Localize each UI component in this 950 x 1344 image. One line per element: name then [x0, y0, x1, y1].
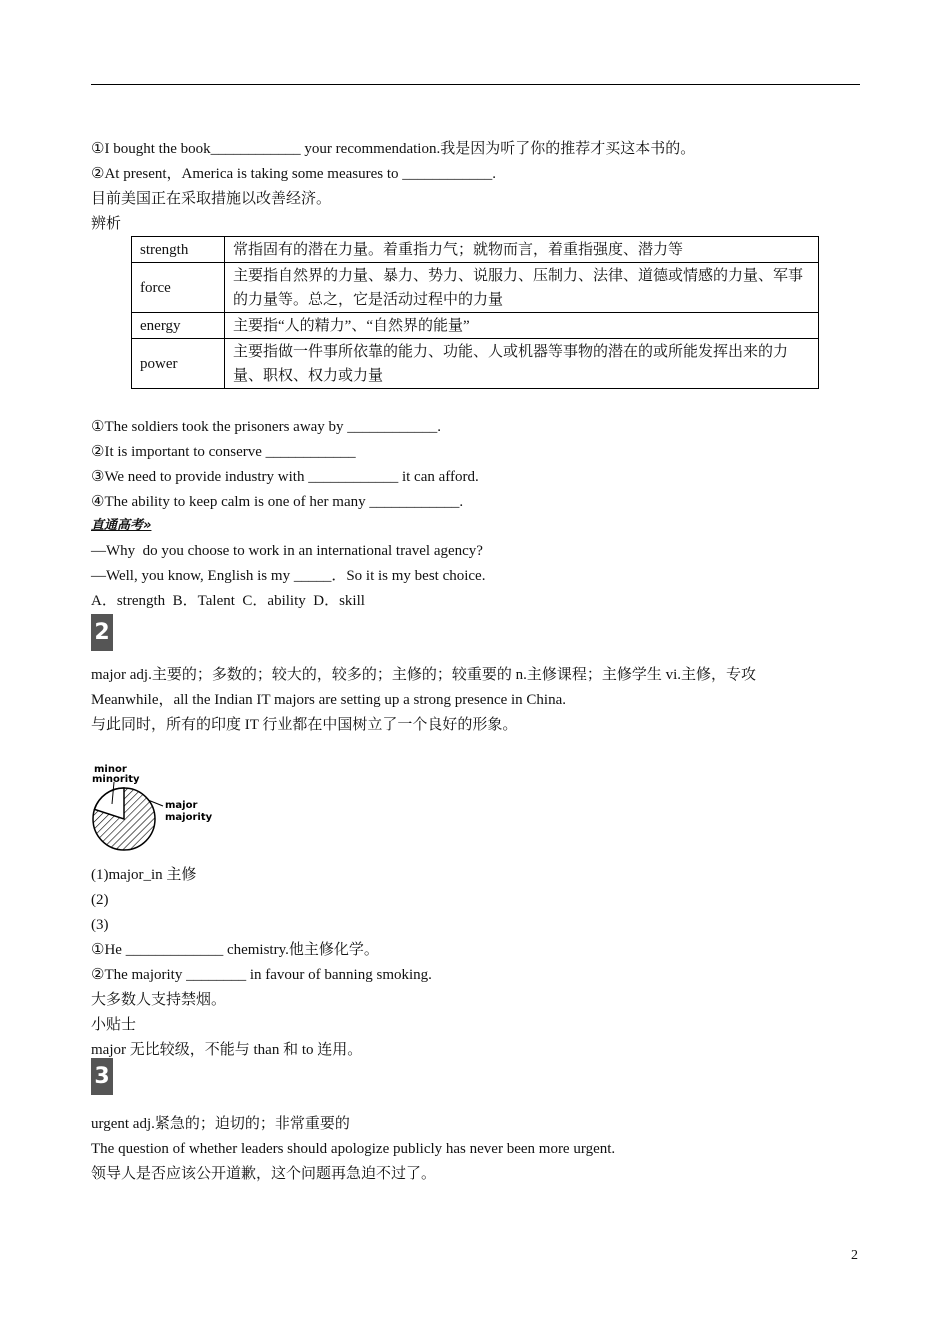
- table-term: energy: [132, 313, 225, 339]
- label-major: major: [165, 800, 198, 811]
- table-desc: 主要指做一件事所依靠的能力、功能、人或机器等事物的潜在的或所能发挥出来的力量、职权、权力或力量: [225, 339, 819, 389]
- table-desc: 主要指自然界的力量、暴力、势力、说服力、压制力、法律、道德或情感的力量、军事的力量等。总之，它是活动过程中的力量: [225, 263, 819, 313]
- exercise-line: ④The ability to keep calm is one of her many ____________.: [91, 494, 464, 510]
- exercise-line: ②It is important to conserve ____________: [91, 444, 356, 460]
- table-term: force: [132, 263, 225, 313]
- translation-line: 大多数人支持禁烟。: [91, 992, 227, 1008]
- exercise-line: ②The majority ________ in favour of banning smoking.: [91, 967, 432, 983]
- section-number-badge: 3: [91, 1058, 113, 1095]
- table-desc: 常指固有的潜在力量。着重指力气；就物而言，着重指强度、潜力等: [225, 237, 819, 263]
- page-number: 2: [851, 1248, 858, 1263]
- exercise-line: ③We need to provide industry with ____________ it can afford.: [91, 469, 479, 485]
- label-minor: minor: [94, 764, 127, 775]
- example-line: The question of whether leaders should apologize publicly has never been more urgent.: [91, 1141, 616, 1157]
- exam-heading: 直通高考»: [91, 518, 152, 533]
- label-majority: majority: [165, 812, 213, 823]
- example-line: Meanwhile，all the Indian IT majors are setting up a strong presence in China.: [91, 692, 567, 708]
- question-line: —Why do you choose to work in an international travel agency?: [91, 543, 483, 559]
- translation-line: 目前美国正在采取措施以改善经济。: [91, 191, 332, 207]
- usage-line: (2): [91, 892, 109, 908]
- section-number-badge: 2: [91, 614, 113, 651]
- exercise-line: ①He _____________ chemistry.他主修化学。: [91, 942, 379, 958]
- header-rule: [91, 84, 860, 85]
- exercise-line: ①I bought the book____________ your recommendation.我是因为听了你的推荐才买这本书的。: [91, 141, 696, 157]
- table-row: [132, 263, 819, 313]
- translation-line: 与此同时，所有的印度 IT 行业都在中国树立了一个良好的形象。: [91, 717, 518, 733]
- usage-line: (1)major_in 主修: [91, 867, 197, 883]
- section-label: 辨析: [91, 216, 122, 232]
- definition-line: urgent adj.紧急的；迫切的；非常重要的: [91, 1116, 350, 1132]
- exercise-line: ①The soldiers took the prisoners away by ____________.: [91, 419, 442, 435]
- exercise-line: ②At present，America is taking some measures to ____________.: [91, 166, 497, 182]
- translation-line: 领导人是否应该公开道歉，这个问题再急迫不过了。: [91, 1166, 437, 1182]
- question-options: A．strength B．Talent C．ability D．skill: [91, 593, 365, 609]
- comparison-table: [131, 236, 819, 389]
- table-term: power: [132, 339, 225, 389]
- tip-text: major 无比较级，不能与 than 和 to 连用。: [91, 1042, 363, 1058]
- table-row: [132, 339, 819, 389]
- tip-title: 小贴士: [91, 1017, 137, 1033]
- definition-line: major adj.主要的；多数的；较大的，较多的；主修的；较重要的 n.主修课程；主修学生 vi.主修，专攻: [91, 667, 756, 683]
- table-row: [132, 313, 819, 339]
- table-row: [132, 237, 819, 263]
- label-minority: minority: [92, 774, 140, 785]
- table-desc: 主要指“人的精力”、“自然界的能量”: [225, 313, 819, 339]
- table-term: strength: [132, 237, 225, 263]
- question-line: —Well, you know, English is my _____．So it is my best choice.: [91, 568, 486, 584]
- usage-line: (3): [91, 917, 109, 933]
- majority-minority-diagram: [88, 764, 218, 856]
